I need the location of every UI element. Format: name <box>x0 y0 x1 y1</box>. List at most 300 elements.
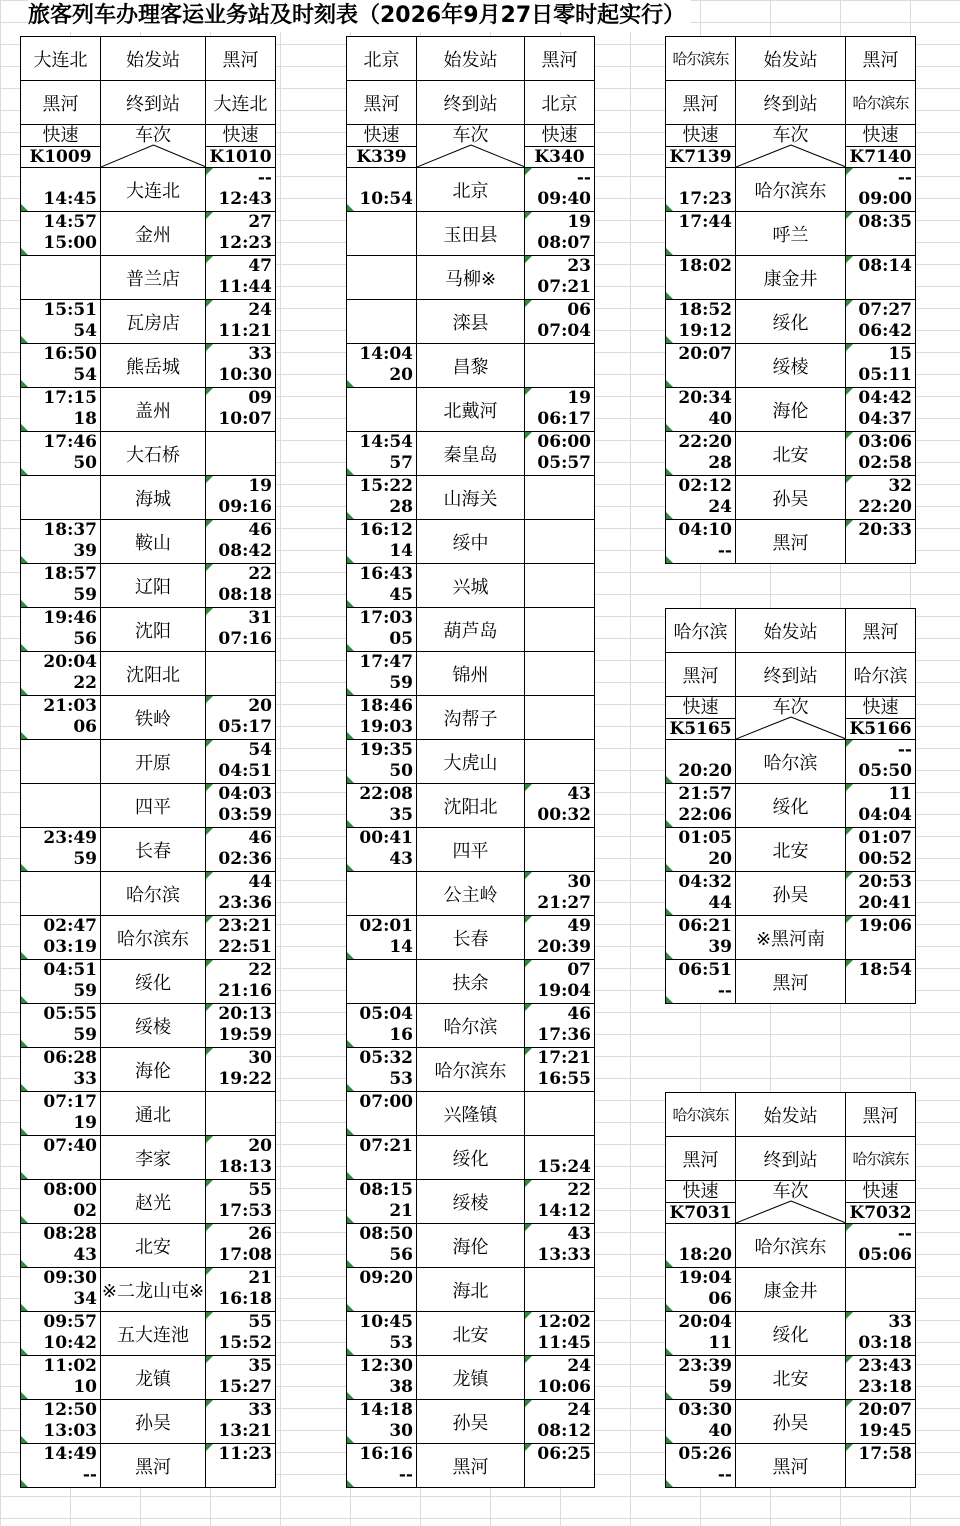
station-name: 沟帮子 <box>417 696 525 740</box>
departure-time <box>666 277 735 298</box>
station-row <box>666 1400 916 1444</box>
departure-time: 21:16 <box>218 981 272 1001</box>
train-type-cell: 快速 <box>846 697 916 719</box>
train-type-cell: 快速 <box>525 125 595 147</box>
up-time-cell <box>525 1224 595 1268</box>
down-time-cell <box>666 916 736 960</box>
station-name: 熊岳城 <box>101 344 206 388</box>
arrival-time <box>525 1092 594 1113</box>
station-row <box>347 916 595 960</box>
departure-time: 06:17 <box>537 409 591 429</box>
up-time-cell <box>206 1092 276 1136</box>
train-number-up: K7140 <box>846 147 916 168</box>
departure-time <box>206 1113 275 1134</box>
arrival-time: 23 <box>567 256 591 276</box>
down-time-cell <box>666 1444 736 1488</box>
station-row <box>21 520 276 564</box>
arrival-time: 02:47 <box>43 916 97 936</box>
departure-time <box>347 981 416 1002</box>
header-cell: 始发站 <box>417 37 525 81</box>
arrival-time: 19 <box>567 388 591 408</box>
departure-time: 11:45 <box>537 1333 591 1353</box>
arrival-time: 11 <box>888 784 912 804</box>
departure-time: 19:22 <box>218 1069 272 1089</box>
arrival-time <box>206 1092 275 1113</box>
station-name: 长春 <box>101 828 206 872</box>
departure-time: 44 <box>708 893 732 913</box>
arrival-time: 46 <box>567 1004 591 1024</box>
arrival-time: 15 <box>888 344 912 364</box>
down-time-cell <box>21 168 101 212</box>
header-cell: 黑河 <box>347 81 417 125</box>
arrival-time: 12:50 <box>43 1400 97 1420</box>
departure-time: 35 <box>389 805 413 825</box>
down-time-cell <box>347 784 417 828</box>
station-name: 绥化 <box>736 300 846 344</box>
down-time-cell <box>347 1180 417 1224</box>
arrival-time: 04:32 <box>678 872 732 892</box>
station-name: 兴城 <box>417 564 525 608</box>
header-cell: 始发站 <box>736 37 846 81</box>
station-name: 北安 <box>417 1312 525 1356</box>
station-row <box>21 1268 276 1312</box>
down-time-cell <box>347 872 417 916</box>
departure-time: -- <box>717 981 732 1001</box>
up-time-cell <box>846 1312 916 1356</box>
arrival-time: 07:27 <box>858 300 912 320</box>
departure-time <box>21 761 100 782</box>
arrival-time: 21:03 <box>43 696 97 716</box>
arrival-time <box>347 960 416 981</box>
station-name: 兴隆镇 <box>417 1092 525 1136</box>
arrival-time: 05:55 <box>43 1004 97 1024</box>
train-type-row <box>666 125 916 147</box>
down-time-cell <box>347 1400 417 1444</box>
up-time-cell <box>206 740 276 784</box>
station-row <box>21 1136 276 1180</box>
departure-time: 23:36 <box>218 893 272 913</box>
down-time-cell <box>347 1268 417 1312</box>
arrival-time <box>21 872 100 893</box>
header-cell: 黑河 <box>846 609 916 653</box>
arrival-time: 46 <box>248 828 272 848</box>
departure-time <box>347 1289 416 1310</box>
up-time-cell <box>846 1268 916 1312</box>
down-time-cell <box>666 1356 736 1400</box>
station-row <box>21 608 276 652</box>
station-name: 哈尔滨 <box>417 1004 525 1048</box>
departure-time <box>206 453 275 474</box>
station-row <box>666 388 916 432</box>
station-name: 呼兰 <box>736 212 846 256</box>
departure-time: 05 <box>389 629 413 649</box>
down-time-cell <box>21 520 101 564</box>
up-time-cell <box>846 212 916 256</box>
arrival-time: 46 <box>248 520 272 540</box>
station-row <box>666 916 916 960</box>
terminus-row <box>666 653 916 697</box>
down-time-cell <box>347 960 417 1004</box>
departure-time <box>846 233 915 254</box>
departure-time <box>525 849 594 870</box>
departure-time: 11:21 <box>218 321 272 341</box>
arrival-time: 08:28 <box>43 1224 97 1244</box>
station-row <box>347 168 595 212</box>
departure-time: 08:42 <box>218 541 272 561</box>
arrival-time: 10:45 <box>359 1312 413 1332</box>
arrival-time: 21:57 <box>678 784 732 804</box>
down-time-cell <box>21 212 101 256</box>
station-name: 李家 <box>101 1136 206 1180</box>
station-name: 秦皇岛 <box>417 432 525 476</box>
station-name: 北戴河 <box>417 388 525 432</box>
arrival-time: 22 <box>248 564 272 584</box>
arrival-time: 07:00 <box>359 1092 413 1112</box>
header-cell: 终到站 <box>736 1137 846 1181</box>
departure-time: 03:19 <box>43 937 97 957</box>
station-name: 康金井 <box>736 1268 846 1312</box>
down-time-cell <box>21 1444 101 1488</box>
arrival-time: 16:12 <box>359 520 413 540</box>
arrival-time <box>347 388 416 409</box>
up-time-cell <box>525 740 595 784</box>
arrival-time: 06:00 <box>537 432 591 452</box>
departure-time: 05:06 <box>858 1245 912 1265</box>
arrival-time: 19:46 <box>43 608 97 628</box>
departure-time: 03:18 <box>858 1333 912 1353</box>
station-row <box>347 652 595 696</box>
arrival-time: 02:12 <box>678 476 732 496</box>
up-time-cell <box>525 1004 595 1048</box>
station-name: 海城 <box>101 476 206 520</box>
station-name: 海伦 <box>101 1048 206 1092</box>
departure-time <box>525 761 594 782</box>
arrival-time <box>21 740 100 761</box>
station-name: 孙吴 <box>101 1400 206 1444</box>
departure-time: 22 <box>73 673 97 693</box>
down-time-cell <box>347 1004 417 1048</box>
arrival-time: 32 <box>888 476 912 496</box>
departure-time <box>21 893 100 914</box>
arrival-time: 19:06 <box>858 916 912 936</box>
arrival-time: 06:28 <box>43 1048 97 1068</box>
up-time-cell <box>846 476 916 520</box>
station-row <box>666 872 916 916</box>
departure-time: 59 <box>73 1025 97 1045</box>
departure-time: 24 <box>708 497 732 517</box>
station-row <box>347 212 595 256</box>
departure-time: 10:07 <box>218 409 272 429</box>
departure-time: 00:52 <box>858 849 912 869</box>
departure-time <box>525 1113 594 1134</box>
train-type-row <box>666 697 916 719</box>
arrival-time: 04:10 <box>678 520 732 540</box>
arrival-time <box>525 1136 594 1157</box>
station-name: 四平 <box>101 784 206 828</box>
up-time-cell <box>206 1400 276 1444</box>
down-time-cell <box>21 344 101 388</box>
down-time-cell <box>347 344 417 388</box>
station-name: 绥化 <box>101 960 206 1004</box>
departure-time: 54 <box>73 365 97 385</box>
down-time-cell <box>666 256 736 300</box>
down-time-cell <box>666 1224 736 1268</box>
arrival-time: 16:16 <box>359 1444 413 1464</box>
station-name: 黑河 <box>736 520 846 564</box>
station-name: 葫芦岛 <box>417 608 525 652</box>
station-name: 绥中 <box>417 520 525 564</box>
up-time-cell <box>206 1312 276 1356</box>
down-time-cell <box>21 1224 101 1268</box>
station-row <box>347 1092 595 1136</box>
station-row <box>21 432 276 476</box>
up-time-cell <box>525 608 595 652</box>
up-time-cell <box>525 520 595 564</box>
station-name: 金州 <box>101 212 206 256</box>
up-time-cell <box>525 212 595 256</box>
arrival-time <box>347 300 416 321</box>
station-name: 沈阳 <box>101 608 206 652</box>
arrival-time <box>525 608 594 629</box>
up-time-cell <box>206 300 276 344</box>
station-row <box>347 1224 595 1268</box>
station-row <box>347 960 595 1004</box>
station-row <box>21 344 276 388</box>
station-name: 辽阳 <box>101 564 206 608</box>
departure-time <box>525 717 594 738</box>
departure-time: 09:40 <box>537 189 591 209</box>
departure-time: 14 <box>389 541 413 561</box>
arrival-time: 20:04 <box>43 652 97 672</box>
arrival-time: 07 <box>567 960 591 980</box>
train-type-cell: 快速 <box>206 125 276 147</box>
arrival-time: 04:51 <box>43 960 97 980</box>
departure-time: 39 <box>73 541 97 561</box>
station-row <box>21 476 276 520</box>
departure-time: 59 <box>708 1377 732 1397</box>
down-time-cell <box>666 784 736 828</box>
departure-time: 53 <box>389 1069 413 1089</box>
arrival-time: 18:46 <box>359 696 413 716</box>
station-name: 滦县 <box>417 300 525 344</box>
departure-time: 38 <box>389 1377 413 1397</box>
up-time-cell <box>206 1224 276 1268</box>
header-cell: 始发站 <box>736 609 846 653</box>
down-time-cell <box>21 388 101 432</box>
arrival-time: 15:51 <box>43 300 97 320</box>
departure-time <box>525 1465 594 1486</box>
departure-time <box>347 321 416 342</box>
station-row <box>666 960 916 1004</box>
arrival-time: 04:42 <box>858 388 912 408</box>
arrival-time: 17:15 <box>43 388 97 408</box>
arrival-time <box>347 212 416 233</box>
arrival-time: 30 <box>248 1048 272 1068</box>
up-time-cell <box>206 608 276 652</box>
station-row <box>666 476 916 520</box>
departure-time <box>525 497 594 518</box>
departure-time <box>525 541 594 562</box>
station-name: 五大连池 <box>101 1312 206 1356</box>
arrival-time: 17:03 <box>359 608 413 628</box>
station-row <box>21 564 276 608</box>
departure-time: 28 <box>708 453 732 473</box>
departure-time <box>347 1113 416 1134</box>
arrival-time: 07:17 <box>43 1092 97 1112</box>
header-cell: 终到站 <box>736 653 846 697</box>
station-name: ※黑河南 <box>736 916 846 960</box>
station-row <box>21 1224 276 1268</box>
up-time-cell <box>206 1180 276 1224</box>
up-time-cell <box>525 1400 595 1444</box>
station-name: 绥棱 <box>101 1004 206 1048</box>
train-number-diagonal <box>736 125 846 168</box>
up-time-cell <box>525 1136 595 1180</box>
header-cell: 哈尔滨东 <box>846 1137 916 1181</box>
arrival-time: 20:33 <box>858 520 912 540</box>
header-cell: 黑河 <box>666 653 736 697</box>
station-row <box>666 1444 916 1488</box>
arrival-time: 14:54 <box>359 432 413 452</box>
departure-time: 43 <box>389 849 413 869</box>
departure-time: 53 <box>389 1333 413 1353</box>
arrival-time <box>206 432 275 453</box>
station-name: 玉田县 <box>417 212 525 256</box>
departure-time: 07:21 <box>537 277 591 297</box>
up-time-cell <box>206 1268 276 1312</box>
arrival-time: 07:21 <box>359 1136 413 1156</box>
station-row <box>21 1312 276 1356</box>
arrival-time <box>21 476 100 497</box>
departure-time: 02 <box>73 1201 97 1221</box>
train-number-label: 车次 <box>772 697 809 718</box>
departure-time: 54 <box>73 321 97 341</box>
departure-time: 08:07 <box>537 233 591 253</box>
down-time-cell <box>347 1092 417 1136</box>
train-number-down: K7031 <box>666 1203 736 1224</box>
station-name: 哈尔滨 <box>736 740 846 784</box>
down-time-cell <box>347 1356 417 1400</box>
station-name: 黑河 <box>736 960 846 1004</box>
departure-time: 28 <box>389 497 413 517</box>
up-time-cell <box>846 740 916 784</box>
departure-time: 11 <box>708 1333 732 1353</box>
station-name: 沈阳北 <box>417 784 525 828</box>
station-row <box>21 1444 276 1488</box>
station-row <box>347 1180 595 1224</box>
down-time-cell <box>21 696 101 740</box>
station-row <box>666 520 916 564</box>
departure-time: -- <box>717 541 732 561</box>
arrival-time: 16:50 <box>43 344 97 364</box>
header-cell: 黑河 <box>206 37 276 81</box>
station-row <box>666 1312 916 1356</box>
station-row <box>21 1180 276 1224</box>
arrival-time: 09:20 <box>359 1268 413 1288</box>
down-time-cell <box>347 168 417 212</box>
arrival-time: 11:23 <box>218 1444 272 1464</box>
station-name: 龙镇 <box>101 1356 206 1400</box>
arrival-time <box>525 476 594 497</box>
departure-time: -- <box>398 1465 413 1485</box>
station-name: 黑河 <box>417 1444 525 1488</box>
station-row <box>666 300 916 344</box>
up-time-cell <box>846 344 916 388</box>
departure-time <box>347 233 416 254</box>
departure-time <box>206 1465 275 1486</box>
train-number-down: K7139 <box>666 147 736 168</box>
station-name: 普兰店 <box>101 256 206 300</box>
departure-time: 08:12 <box>537 1421 591 1441</box>
station-name: 昌黎 <box>417 344 525 388</box>
header-cell: 终到站 <box>101 81 206 125</box>
station-name: 绥棱 <box>736 344 846 388</box>
timetable-3 <box>665 36 916 564</box>
departure-time: 23:18 <box>858 1377 912 1397</box>
arrival-time: 06:25 <box>537 1444 591 1464</box>
station-row <box>21 1092 276 1136</box>
station-name: 哈尔滨东 <box>417 1048 525 1092</box>
departure-time: 10:30 <box>218 365 272 385</box>
station-row <box>21 1004 276 1048</box>
station-row <box>347 564 595 608</box>
station-name: 北安 <box>736 432 846 476</box>
station-name: 哈尔滨东 <box>736 168 846 212</box>
arrival-time <box>666 168 735 189</box>
arrival-time: 12:30 <box>359 1356 413 1376</box>
train-type-row <box>347 125 595 147</box>
arrival-time: 06:51 <box>678 960 732 980</box>
up-time-cell <box>206 696 276 740</box>
arrival-time: 27 <box>248 212 272 232</box>
down-time-cell <box>666 212 736 256</box>
down-time-cell <box>21 1004 101 1048</box>
down-time-cell <box>21 740 101 784</box>
departure-time <box>666 365 735 386</box>
up-time-cell <box>525 476 595 520</box>
down-time-cell <box>666 740 736 784</box>
departure-time: 02:36 <box>218 849 272 869</box>
train-number-label: 车次 <box>772 1181 809 1202</box>
down-time-cell <box>21 1356 101 1400</box>
header-cell: 大连北 <box>21 37 101 81</box>
station-row <box>666 828 916 872</box>
up-time-cell <box>525 432 595 476</box>
header-cell: 大连北 <box>206 81 276 125</box>
train-number-label: 车次 <box>135 125 171 146</box>
up-time-cell <box>206 388 276 432</box>
arrival-time: 20:13 <box>218 1004 272 1024</box>
arrival-time: 03:30 <box>678 1400 732 1420</box>
departure-time: 34 <box>73 1289 97 1309</box>
down-time-cell <box>21 1312 101 1356</box>
departure-time <box>846 1289 915 1310</box>
departure-time <box>525 1289 594 1310</box>
station-name: 龙镇 <box>417 1356 525 1400</box>
departure-time <box>846 981 915 1002</box>
arrival-time <box>21 784 100 805</box>
station-name: 开原 <box>101 740 206 784</box>
station-row <box>666 168 916 212</box>
arrival-time: 17:58 <box>858 1444 912 1464</box>
down-time-cell <box>21 432 101 476</box>
down-time-cell <box>21 256 101 300</box>
terminus-row <box>666 81 916 125</box>
arrival-time: 24 <box>567 1400 591 1420</box>
up-time-cell <box>846 872 916 916</box>
station-row <box>347 300 595 344</box>
arrival-time: 18:57 <box>43 564 97 584</box>
